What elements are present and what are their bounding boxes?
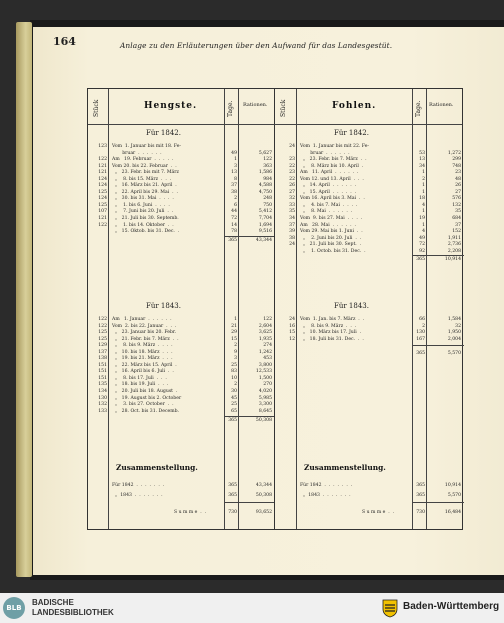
subtotal-rule [412,255,464,256]
col-rule [296,89,297,529]
subtotal-rule [224,416,274,417]
tage-column: 66 2 130 167 [416,317,425,342]
year-heading: Für 1842. [334,129,369,137]
summary-row-rationen: 5,570 [447,493,461,498]
stueck-column: 24 16 15 12 [289,317,295,342]
library-name[interactable] [32,598,114,618]
book-spine [16,22,32,577]
summary-row-tage: 365 [416,493,425,498]
total-rationen: 50,308 [255,418,272,423]
summary-row-label: „ 1843 . . . . . . . [300,493,351,498]
rationen-column: 122 2,604 3,625 1,935 274 1,242 453 3,800 12,533 1,500 270 4,020 5,985 3,300 8,645 [255,317,272,414]
period-column: Vom 1. Januar bis mit 22. Fe- bruar . . . . . . „ 23. Febr. bis 7. März . . „ 8. März bis 10. April . Am 11. April . . . . . . Vom 12. und 13. April . . . „ 14. April . . . . . . „ 15. April . . . . . . Vom 16. April bis 3. Mai . . „ 4. bis 7. Mai . . . . „ 8. Mai . . . . . . Vom 9. bis 27. Mai . . . . Am 28. Mai . . . . . . Vom 29. Mai bis 1. Juni . . „ 2. Juni bis 20. Juli . . „ 21. Juli bis 30. Sept. . „ 1. Octob. bis 31. Dec. . [300,144,370,254]
library-name-line2: LANDESBIBLIOTHEK [32,608,114,617]
sum-rationen: 16,484 [444,510,461,515]
coat-of-arms-icon [381,598,399,618]
sum-rule [412,502,464,503]
summary-row-rationen: 10,914 [444,483,461,488]
rationen-column: 1,272 299 748 23 48 26 27 576 132 35 684 37 152 1,911 2,736 2,208 [447,150,461,254]
col-rule [274,89,275,529]
page-number: 164 [53,35,76,48]
header-tage-right: Tage. [415,100,422,117]
total-tage: 365 [416,351,425,356]
sum-rule [224,502,274,503]
tage-column: 49 1 3 13 8 37 38 2 6 44 72 14 78 [231,150,237,235]
header-rationen-left: Rationen. [243,102,268,108]
year-heading: Für 1843. [146,302,181,310]
tage-column: 53 13 34 1 2 1 1 18 4 1 19 1 4 49 72 92 [419,150,425,254]
summary-row-rationen: 50,308 [255,493,272,498]
total-tage: 365 [228,238,237,243]
period-column: Am 1. Januar . . . . . . Vom 2. bis 22. Januar . . . „ 23. Januar bis 20. Febr. „ 21. Febr. bis 7. März . . „ 8. bis 9. März . . . . „ 10. bis 18. März . . . „ 19. bis 21. März . . . „ 22. März bis 15. April . „ 16. April bis 6. Juli . . „ 8. bis 17. Juli . . . „ 18. bis 19. Juli . . . „ 20. Juli bis 18. August . „ 19. August bis 2. October „ 3. bis 27. October . . „ 28. Oct. bis 31. Decemb. [112,317,182,414]
summary-row-label: Für 1842 . . . . . . . [300,483,353,488]
summary-row-tage: 365 [228,493,237,498]
stueck-column: 24 23 22 23 22 26 27 32 33 35 34 37 39 38 24 [289,144,295,248]
sum-rationen: 93,652 [255,510,272,515]
header-rationen-right: Rationen. [429,102,454,108]
total-rationen: 43,344 [255,238,272,243]
header-tage-left: Tage. [227,100,234,117]
subtotal-rule [224,236,274,237]
stueck-column: 122 122 125 125 129 137 138 151 151 151 135 134 130 132 133 [98,317,107,414]
period-column: Vom 1. Jan. bis 7. März . . „ 8. bis 9. März . . . „ 10. März bis 17. Juli . „ 18. Juli bis 31. Dec. . . [300,317,365,342]
summary-row-tage: 365 [228,483,237,488]
total-rationen: 5,570 [447,351,461,356]
sum-label: S u m m e . . [362,510,395,515]
total-tage: 365 [228,418,237,423]
blb-logo[interactable]: BLB [3,597,25,619]
library-name-line1: BADISCHE [32,598,74,607]
stueck-column: 123 122 121 121 124 124 125 124 125 107 121 122 [98,144,107,228]
year-heading: Für 1842. [146,129,181,137]
header-rule [88,124,462,125]
sum-label: S u m m e . . [174,510,207,515]
subtotal-rule [412,345,464,346]
running-head: Anlage zu den Erläuterungen über den Aufwand für das Landesgestüt. [120,41,393,50]
tage-column: 1 21 29 15 2 9 3 25 83 10 2 30 45 25 65 [231,317,237,414]
state-name[interactable]: Baden-Württemberg [403,601,500,612]
period-column: Vom 1. Januar bis mit 18. Fe- bruar . . . . . . Am 19. Februar . . . . . Vom 20. bis 22. Februar . . „ 23. Febr. bis mit 7. März „ 8. bis 15. März . . . „ 16. März bis 21. April . „ 22. April bis 29. Mai . . „ 30. bis 31. Mai . . . . „ 1. bis 6. Juni . . . . „ 7. Juni bis 20. Juli . . „ 21. Juli bis 30. Septemb. „ 1. bis 14. Oktober . . „ 15. Oktob. bis 31. Dec. . [112,144,182,235]
rationen-column: 5,627 122 363 1,586 984 4,588 4,750 248 750 5,412 7,704 1,694 9,516 [258,150,272,235]
header-stueck-right: Stück [280,99,287,117]
summary-row-label: „ 1843 . . . . . . . [112,493,163,498]
summary-title: Zusammenstellung. [304,463,386,472]
header-stueck-left: Stück [93,99,100,117]
summary-row-label: Für 1842 . . . . . . . [112,483,165,488]
sum-tage: 730 [416,510,425,515]
year-heading: Für 1843. [334,302,369,310]
sum-tage: 730 [228,510,237,515]
summary-title: Zusammenstellung. [116,463,198,472]
total-rationen: 10,914 [444,257,461,262]
rationen-column: 1,584 32 1,950 2,004 [447,317,461,342]
header-hengste: Hengste. [144,101,198,111]
header-fohlen: Fohlen. [332,101,377,111]
summary-row-tage: 365 [416,483,425,488]
total-tage: 365 [416,257,425,262]
data-table [87,88,463,530]
summary-row-rationen: 43,344 [255,483,272,488]
col-rule [108,89,109,529]
